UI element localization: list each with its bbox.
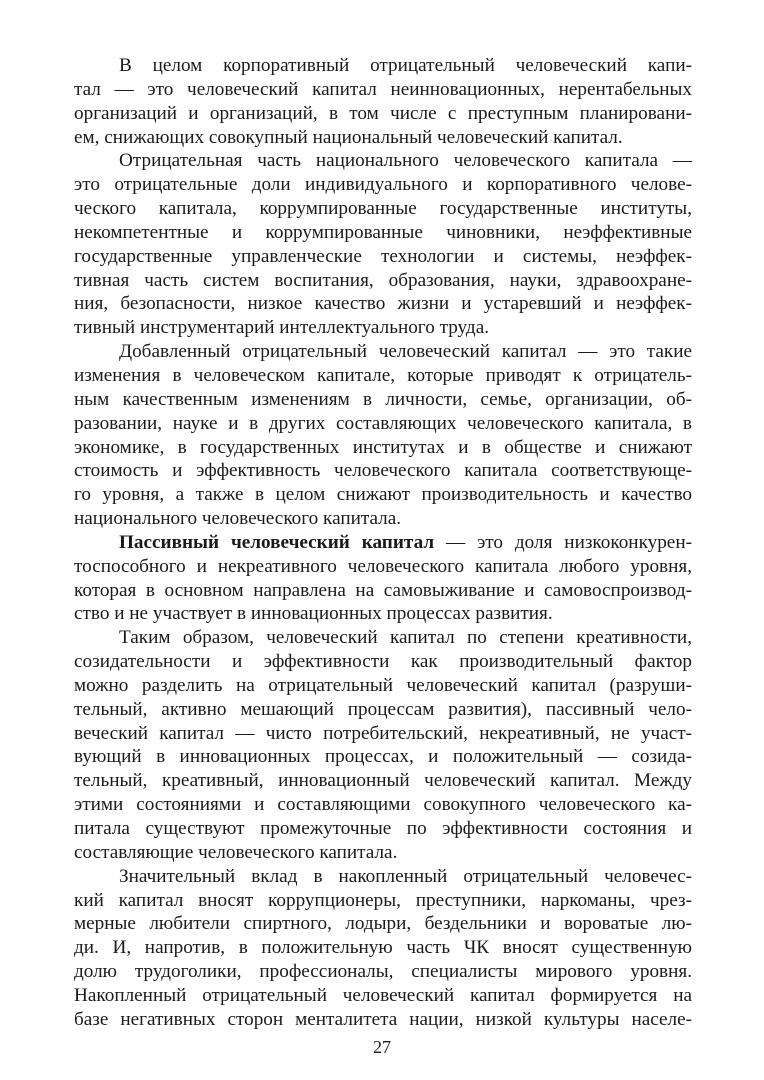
text-line [74, 269, 692, 293]
text-line [74, 292, 692, 316]
line-text: ди. И, напротив, в положительную часть ЧК вносят существенную [74, 937, 692, 959]
text-line [74, 316, 692, 340]
text-line [74, 149, 692, 173]
line-text: составляющие человеческого капитала. [74, 841, 398, 863]
text-line [74, 912, 692, 936]
line-text: Значительный вклад в накопленный отрицательный человечес- [119, 865, 692, 887]
text-line [74, 793, 692, 817]
line-text: Добавленный отрицательный человеческий капитал — это такие [119, 341, 692, 363]
line-text: созидательности и эффективности как производительный фактор [74, 651, 692, 673]
text-line [74, 173, 692, 197]
line-text: тельный, активно мешающий процессам развития), пассивный чело- [74, 698, 692, 720]
line-text: тивная часть систем воспитания, образования, науки, здравоохране- [74, 269, 692, 291]
line-text: тал — это человеческий капитал неинновационных, нерентабельных [74, 78, 692, 100]
line-text: ческого капитала, коррумпированные государственные институты, [74, 198, 692, 220]
line-text: разовании, науке и в других составляющих человеческого капитала, в [74, 412, 692, 434]
line-text: ство и не участвует в инновационных процессах развития. [74, 603, 553, 625]
line-text: организаций и организаций, в том числе с преступным планировани- [74, 102, 692, 124]
text-line [74, 340, 692, 364]
line-text: изменения в человеческом капитале, которые приводят к отрицатель- [74, 364, 692, 386]
text-line [74, 436, 692, 460]
text-line [74, 126, 692, 150]
term-bold: Пассивный человеческий капитал [119, 531, 435, 553]
line-text: го уровня, а также в целом снижают производительность и качество [74, 484, 692, 506]
line-text: питала существуют промежуточные по эффективности состояния и [74, 818, 692, 839]
line-text: экономике, в государственных институтах и в обществе и снижают [74, 436, 692, 458]
line-text: долю трудоголики, профессионалы, специалисты мирового уровня. [74, 961, 692, 983]
text-line [74, 841, 692, 865]
page-number: 27 [373, 1037, 391, 1057]
text-line [74, 602, 692, 626]
line-text: базе негативных сторон менталитета нации, низкой культуры населе- [74, 1008, 692, 1030]
line-text: стоимость и эффективность человеческого капитала соответствующе- [74, 460, 692, 482]
line-text: некомпетентные и коррумпированные чиновники, неэффективные [74, 221, 692, 243]
text-line [74, 579, 692, 603]
text-line [74, 388, 692, 412]
line-text: вующий в инновационных процессах, и положительный — созида- [74, 746, 692, 768]
text-line [74, 698, 692, 722]
text-line [74, 197, 692, 221]
text-line [74, 984, 692, 1008]
text-line [74, 889, 692, 913]
line-text: Отрицательная часть национального человеческого капитала — [119, 150, 692, 172]
line-text: национального человеческого капитала. [74, 508, 402, 530]
line-text: ным качественным изменениям в личности, семье, организации, об- [74, 388, 692, 410]
text-line [74, 1008, 692, 1032]
text-line [74, 221, 692, 245]
line-text: Таким образом, человеческий капитал по степени креативности, [119, 627, 692, 649]
text-line [74, 650, 692, 674]
line-text: тельный, креативный, инновационный человеческий капитал. Между [74, 770, 692, 792]
line-text: В целом корпоративный отрицательный человеческий капи- [119, 55, 692, 76]
line-text: это отрицательные доли индивидуального и корпоративного челове- [74, 174, 692, 196]
text-line [74, 459, 692, 483]
text-line [74, 626, 692, 650]
line-text: мерные любители спиртного, лодыри, бездельники и вороватые лю- [74, 913, 692, 935]
text-line [74, 245, 692, 269]
text-line [74, 745, 692, 769]
line-text: этими состояниями и составляющими совокупного человеческого ка- [74, 794, 692, 816]
text-line [74, 78, 692, 102]
text-line [74, 507, 692, 531]
text-line [74, 936, 692, 960]
text-line [74, 54, 692, 78]
line-text: Накопленный отрицательный человеческий капитал формируется на [74, 984, 692, 1006]
line-text: веческий капитал — чисто потребительский, некреативный, не участ- [74, 722, 692, 744]
text-line [74, 769, 692, 793]
text-line [74, 722, 692, 746]
line-text: кий капитал вносят коррупционеры, преступники, наркоманы, чрез- [74, 889, 692, 911]
line-text: ем, снижающих совокупный национальный человеческий капитал. [74, 126, 623, 148]
line-text: которая в основном направлена на самовыживание и самовоспроизвод- [74, 579, 692, 601]
line-text: тоспособного и некреативного человеческого капитала любого уровня, [74, 555, 692, 577]
line-text: ния, безопасности, низкое качество жизни и устаревший и неэффек- [74, 293, 692, 315]
text-line [74, 364, 692, 388]
line-text: государственные управленческие технологии и системы, неэффек- [74, 245, 692, 267]
body-text [74, 54, 692, 1032]
text-line [74, 817, 692, 841]
text-line [74, 412, 692, 436]
line-text: — это доля низкоконкурен- [434, 531, 692, 553]
line-text: тивный инструментарий интеллектуального труда. [74, 317, 490, 339]
text-line [74, 674, 692, 698]
text-line [74, 531, 692, 555]
text-line [74, 555, 692, 579]
line-text: можно разделить на отрицательный человеческий капитал (разруши- [74, 674, 692, 696]
text-line [74, 865, 692, 889]
text-line [74, 483, 692, 507]
text-line [74, 960, 692, 984]
text-line [74, 102, 692, 126]
